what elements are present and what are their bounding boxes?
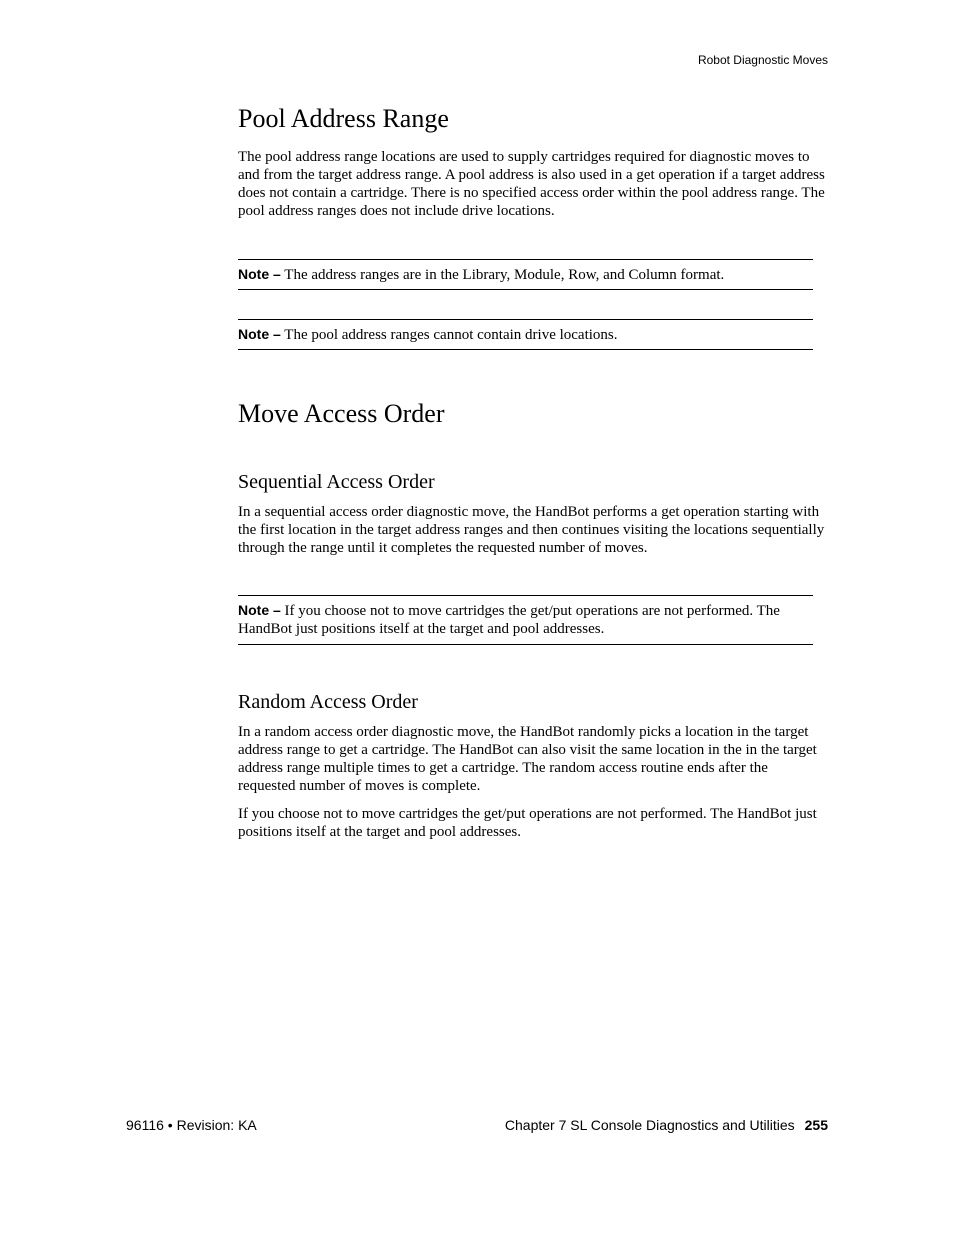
section-title-move-access-order: Move Access Order bbox=[238, 399, 445, 428]
chapter-title: Chapter 7 SL Console Diagnostics and Utilities bbox=[504, 1117, 795, 1133]
note-no-drive-locations bbox=[238, 319, 813, 350]
random-paragraph-2: If you choose not to move cartridges the get/put operations are not performed. The HandBot just positions itself at the target and pool addresses. bbox=[238, 806, 817, 840]
section-title-pool-address-range: Pool Address Range bbox=[238, 104, 449, 133]
page-number: 255 bbox=[804, 1117, 828, 1133]
note-label: Note – bbox=[238, 602, 281, 618]
note-body: The address ranges are in the Library, Module, Row, and Column format. bbox=[280, 267, 725, 283]
doc-id: 96116 bbox=[126, 1117, 164, 1133]
note-no-drive-locations-text bbox=[238, 325, 833, 344]
footer-chapter bbox=[505, 1117, 828, 1133]
revision: Revision: KA bbox=[176, 1117, 257, 1133]
note-address-format-text bbox=[238, 265, 833, 284]
note-label: Note – bbox=[238, 326, 281, 342]
note-no-move-cartridges bbox=[238, 595, 813, 645]
note-body: If you choose not to move cartridges the get/put operations are not performed. The HandBot just positions itself at the target and pool addresses. bbox=[238, 603, 780, 637]
bullet-separator: • bbox=[167, 1117, 173, 1133]
subsection-title-random: Random Access Order bbox=[238, 691, 418, 713]
note-body: The pool address ranges cannot contain drive locations. bbox=[280, 327, 618, 343]
random-paragraph-1: In a random access order diagnostic move, the HandBot randomly picks a location in the target address range to get a cartridge. The HandBot can also visit the same location in the in the target address range multiple times to get a cartridge. The random access routine ends after the requested number of moves is complete. bbox=[238, 724, 817, 794]
note-label: Note – bbox=[238, 266, 281, 282]
running-header: Robot Diagnostic Moves bbox=[697, 53, 828, 67]
sequential-paragraph: In a sequential access order diagnostic move, the HandBot performs a get operation starting with the first location in the target address ranges and then continues visiting the locations sequentially through the range until it completes the requested number of moves. bbox=[238, 504, 825, 556]
subsection-title-sequential: Sequential Access Order bbox=[238, 471, 435, 493]
note-address-format bbox=[238, 259, 813, 290]
pool-range-paragraph: The pool address range locations are used to supply cartridges required for diagnostic moves to and from the target address range. A pool address is also used in a get operation if a target address does not contain a cartridge. There is no specified access order within the pool address range. The pool address ranges does not include drive locations. bbox=[238, 149, 825, 219]
note-no-move-cartridges-text bbox=[238, 601, 833, 638]
footer-doc-revision bbox=[126, 1117, 257, 1133]
